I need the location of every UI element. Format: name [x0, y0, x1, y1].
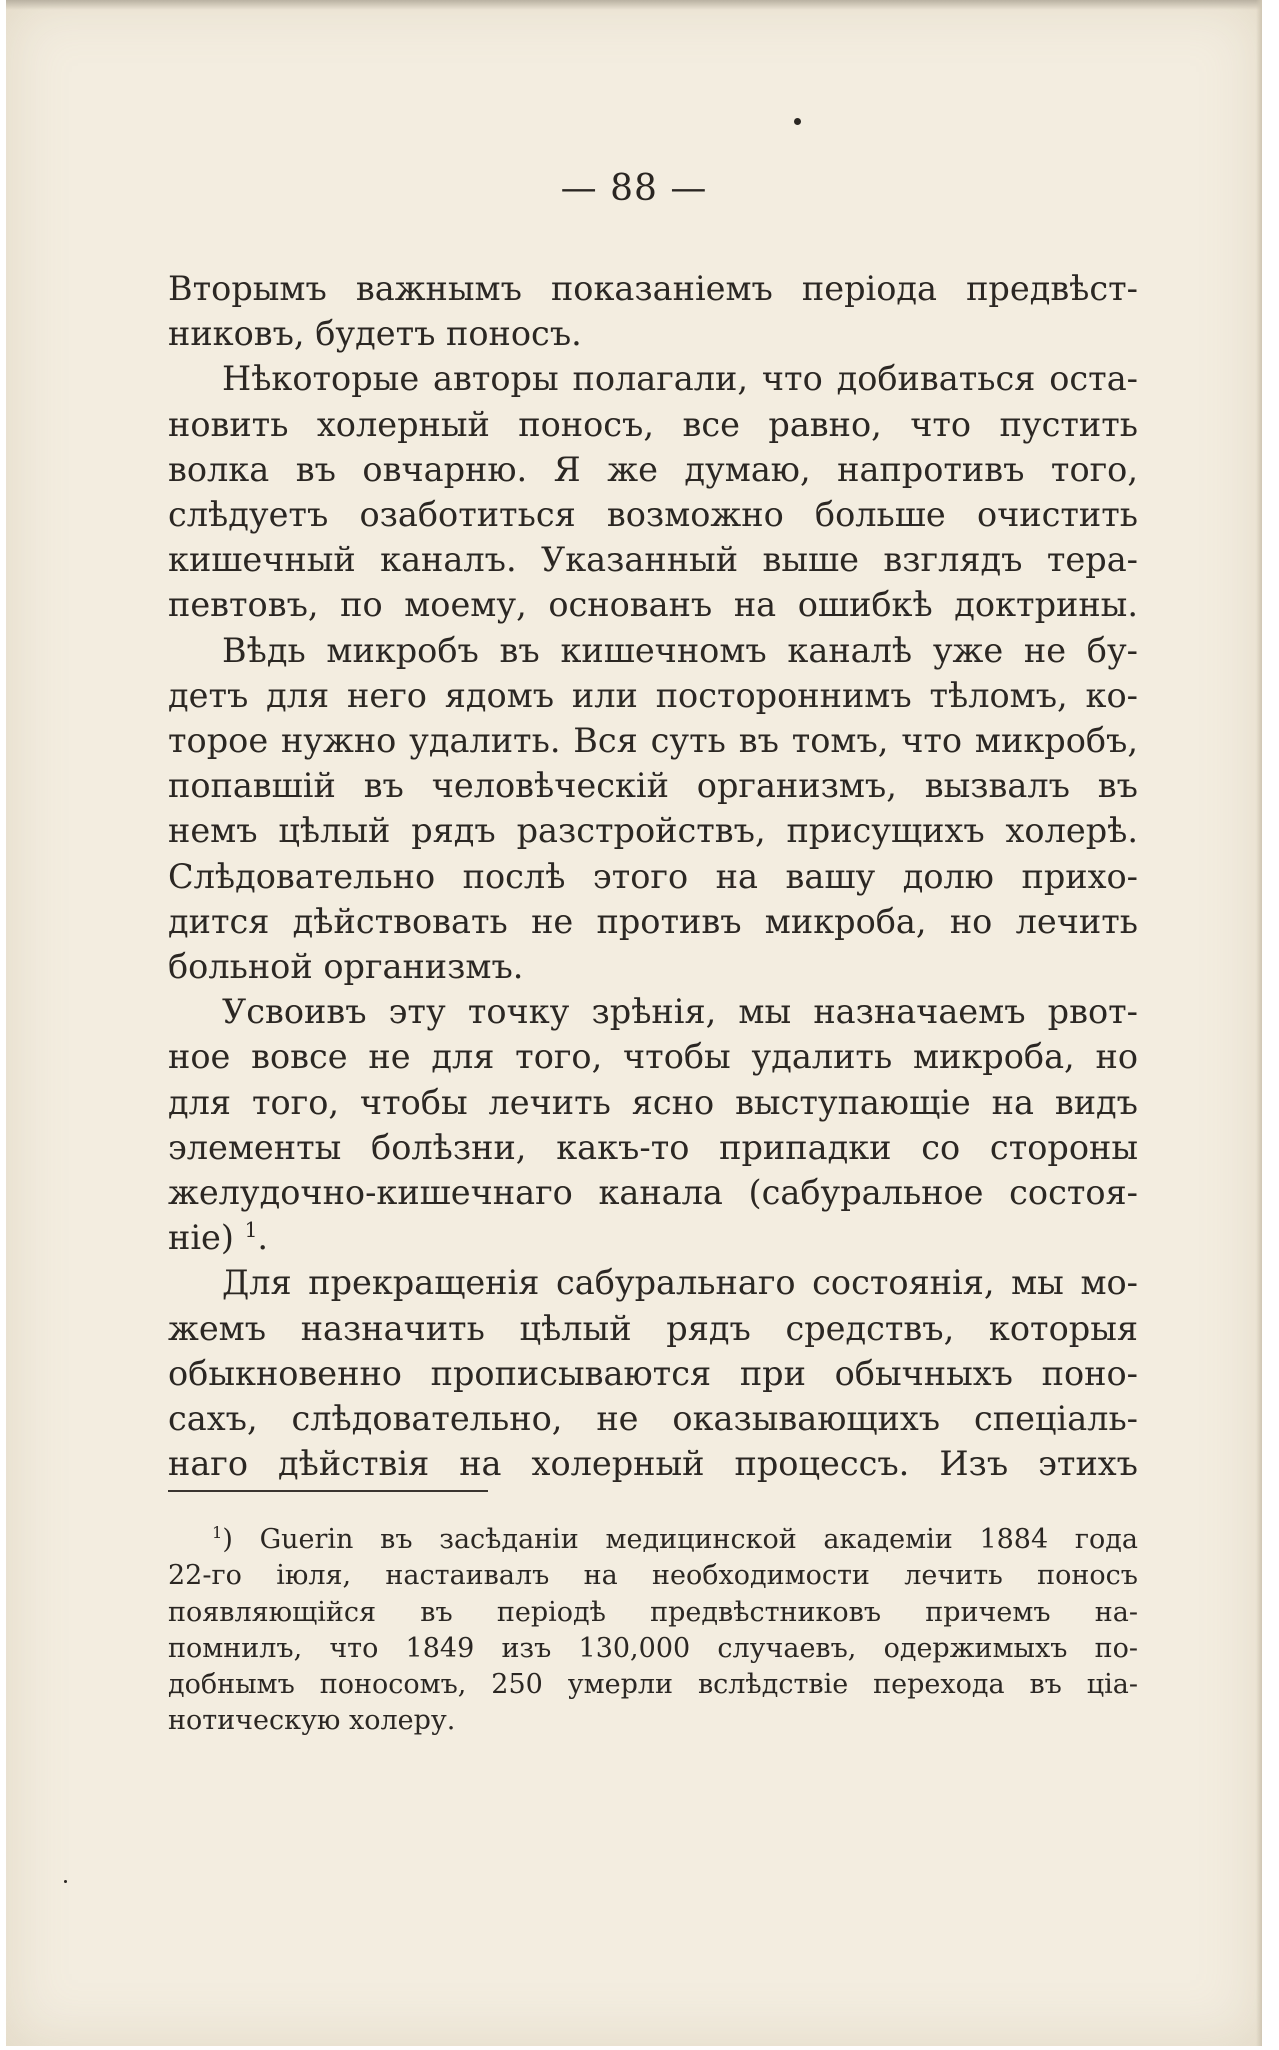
footnote-reference: 1: [244, 1218, 258, 1243]
text-line: детъ для него ядомъ или постороннимъ тѣломъ, ко-: [168, 675, 1138, 715]
footnote-line: добнымъ поносомъ, 250 умерли вслѣдствіе перехода въ ціа-: [168, 1669, 1138, 1701]
text-line: торое нужно удалить. Вся суть въ томъ, что микробъ,: [168, 721, 1138, 761]
text-line: Нѣкоторые авторы полагали, что добиваться оста-: [222, 359, 1138, 399]
page-right-edge: [1256, 0, 1262, 2046]
text-line: кишечный каналъ. Указанный выше взглядъ тера-: [168, 540, 1138, 580]
text-line: больной организмъ.: [168, 947, 524, 987]
text-line: дится дѣйствовать не противъ микроба, но лечить: [168, 901, 1138, 941]
text-line: Вѣдь микробъ въ кишечномъ каналѣ уже не бу-: [222, 630, 1138, 670]
text-line: новить холерный поносъ, все равно, что пустить: [168, 404, 1138, 444]
text-line: Вторымъ важнымъ показаніемъ періода предвѣст-: [168, 269, 1138, 308]
text-line: Усвоивъ эту точку зрѣнія, мы назначаемъ рвот-: [222, 992, 1138, 1032]
text-line-end: .: [257, 1218, 269, 1258]
footnote-line: $^1$) Guerin въ засѣданіи медицинской академіи 1884 года: [212, 1523, 1138, 1555]
body-text: [168, 266, 1138, 1486]
text-line: немъ цѣлый рядъ разстройствъ, присущихъ холерѣ.: [168, 811, 1138, 851]
text-line: ное вовсе не для того, чтобы удалить микроба, но: [168, 1037, 1138, 1077]
text-line: слѣдуетъ озаботиться возможно больше очистить: [168, 495, 1138, 535]
ink-speck: [794, 118, 801, 125]
text-line: Слѣдовательно послѣ этого на вашу долю прихо-: [168, 856, 1138, 896]
text-line: наго дѣйствія на холерный процессъ. Изъ этихъ: [168, 1444, 1138, 1484]
footnote-line: появляющійся въ періодѣ предвѣстниковъ причемъ на-: [168, 1596, 1138, 1628]
footnote: [168, 1522, 1138, 1740]
page-top-edge: [6, 0, 1262, 10]
text-line: элементы болѣзни, какъ-то припадки со стороны: [168, 1127, 1138, 1167]
text-line: попавшій въ человѣческій организмъ, вызвалъ въ: [168, 766, 1138, 806]
text-line: обыкновенно прописываются при обычныхъ поно-: [168, 1353, 1138, 1393]
footnote-divider: [168, 1490, 488, 1492]
text-line: для того, чтобы лечить ясно выступающіе на видъ: [168, 1082, 1138, 1122]
footnote-line: нотическую холеру.: [168, 1705, 456, 1737]
page-number: — 88 —: [560, 168, 708, 209]
text-line: желудочно-кишечнаго канала (сабуральное состоя-: [168, 1173, 1138, 1213]
footnote-text: Guerin въ засѣданіи медицинской академіи 1884 года: [259, 1524, 1138, 1555]
text-line: жемъ назначить цѣлый рядъ средствъ, которыя: [168, 1308, 1138, 1348]
footnote-line: помнилъ, что 1849 изъ 130,000 случаевъ, одержимыхъ по-: [168, 1632, 1138, 1664]
text-line: [168, 1215, 1138, 1260]
footnote-line: 22-го іюля, настаивалъ на необходимости лечить поносъ: [168, 1560, 1138, 1592]
text-line: никовъ, будетъ поносъ.: [168, 314, 582, 354]
text-line: сахъ, слѣдовательно, не оказывающихъ спеціаль-: [168, 1399, 1138, 1439]
text-line-start: ніе): [168, 1218, 234, 1258]
text-line: певтовъ, по моему, основанъ на ошибкѣ доктрины.: [168, 585, 1138, 625]
text-line: Для прекращенія сабуральнаго состоянія, мы мо-: [222, 1263, 1138, 1303]
footnote-marker: 1: [212, 1523, 223, 1542]
text-line: волка въ овчарню. Я же думаю, напротивъ того,: [168, 449, 1138, 489]
ink-speck: [64, 1880, 67, 1883]
